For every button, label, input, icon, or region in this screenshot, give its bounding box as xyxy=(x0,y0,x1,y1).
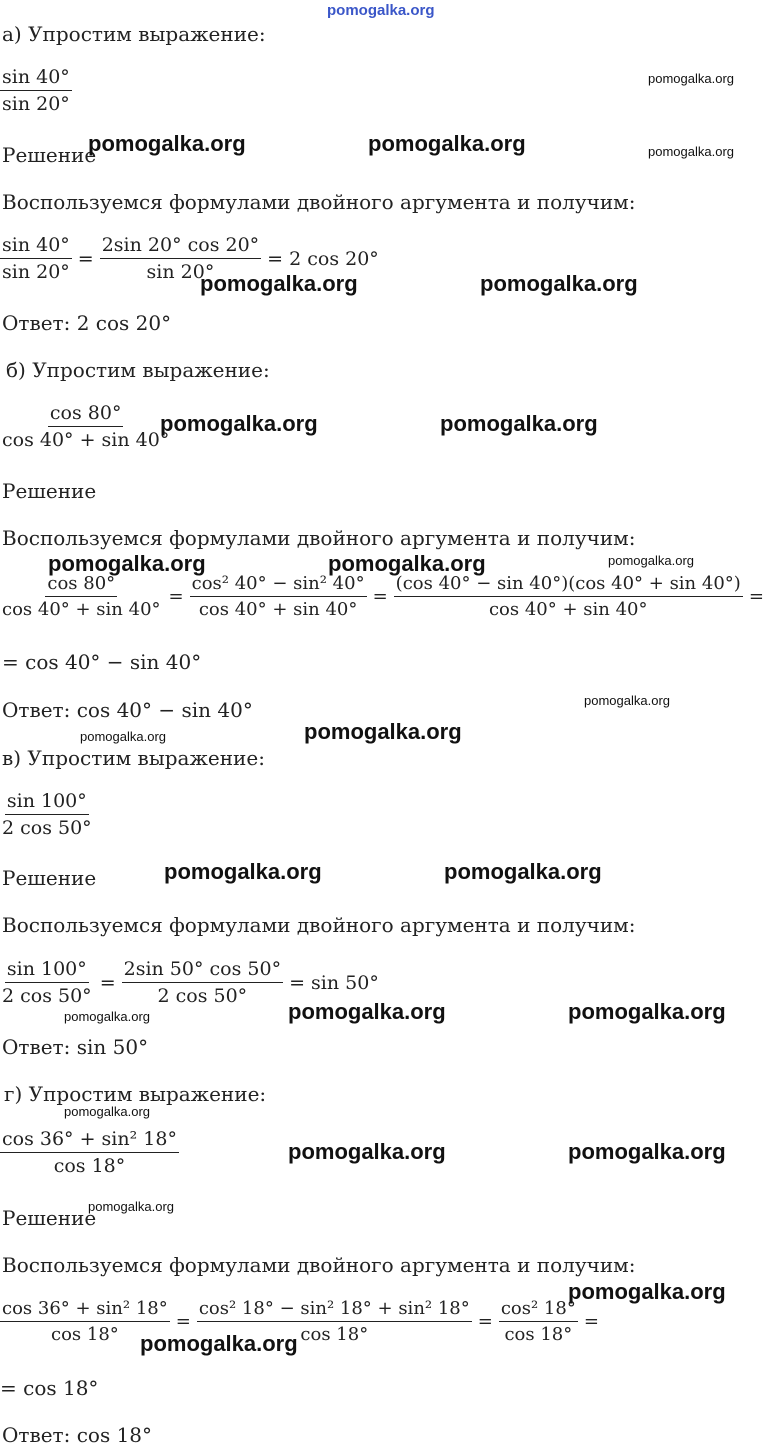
fraction-denominator: cos 40° + sin 40° xyxy=(2,429,170,451)
fraction-numerator: 2sin 50° cos 50° xyxy=(122,958,283,983)
fraction-numerator: 2sin 20° cos 20° xyxy=(100,234,261,259)
equation-result: = sin 50° xyxy=(289,971,379,994)
fraction-denominator: cos 40° + sin 40° xyxy=(198,599,358,620)
fraction-denominator: sin 20° xyxy=(2,93,70,115)
watermark: pomogalka.org xyxy=(568,1279,726,1304)
watermark: pomogalka.org xyxy=(80,729,166,744)
watermark: pomogalka.org xyxy=(164,859,322,884)
part-b-continuation: = cos 40° − sin 40° xyxy=(2,650,202,674)
fraction-denominator: sin 20° xyxy=(146,261,215,283)
fraction-numerator: cos² 40° − sin² 40° xyxy=(190,573,367,597)
part-b-heading: б) Упростим выражение: xyxy=(6,358,270,382)
watermark: pomogalka.org xyxy=(648,71,734,86)
part-a-method-text: Воспользуемся формулами двойного аргумента и получим: xyxy=(2,190,636,214)
watermark: pomogalka.org xyxy=(440,411,598,436)
fraction-denominator: 2 cos 50° xyxy=(2,817,92,839)
part-d-equation xyxy=(0,1298,601,1345)
watermark: pomogalka.org xyxy=(88,1199,174,1214)
part-d-expression xyxy=(0,1128,179,1177)
fraction-numerator: cos 80° xyxy=(48,402,124,427)
part-c-solution-label: Решение xyxy=(2,866,97,890)
watermark: pomogalka.org xyxy=(288,1139,446,1164)
fraction-denominator: 2 cos 50° xyxy=(157,985,248,1007)
watermark: pomogalka.org xyxy=(648,144,734,159)
part-d-method-text: Воспользуемся формулами двойного аргумента и получим: xyxy=(2,1253,636,1277)
part-a-expression xyxy=(0,66,72,115)
watermark: pomogalka.org xyxy=(480,271,638,296)
equation-result: = 2 cos 20° xyxy=(267,247,379,270)
watermark: pomogalka.org xyxy=(288,999,446,1024)
fraction-numerator: sin 40° xyxy=(0,66,72,91)
part-d-answer: Ответ: cos 18° xyxy=(2,1423,153,1447)
fraction-numerator: cos 36° + sin² 18° xyxy=(0,1128,179,1153)
watermark: pomogalka.org xyxy=(48,551,206,576)
fraction-numerator: (cos 40° − sin 40°)(cos 40° + sin 40°) xyxy=(394,573,743,597)
equals-sign: = xyxy=(748,586,764,607)
equals-sign: = xyxy=(77,247,94,270)
watermark: pomogalka.org xyxy=(328,551,486,576)
equals-sign: = xyxy=(168,586,184,607)
watermark: pomogalka.org xyxy=(88,131,246,156)
equals-sign: = xyxy=(372,586,388,607)
watermark: pomogalka.org xyxy=(584,693,670,708)
part-d-heading: г) Упростим выражение: xyxy=(4,1082,267,1106)
part-a-solution-label: Решение xyxy=(2,143,97,167)
watermark: pomogalka.org xyxy=(304,719,462,744)
watermark: pomogalka.org xyxy=(608,553,694,568)
part-a-answer: Ответ: 2 cos 20° xyxy=(2,311,172,335)
part-b-equation xyxy=(0,573,766,620)
part-a-heading: а) Упростим выражение: xyxy=(2,22,266,46)
part-d-solution-label: Решение xyxy=(2,1206,97,1230)
fraction-denominator: cos 18° xyxy=(50,1324,119,1345)
watermark: pomogalka.org xyxy=(368,131,526,156)
watermark: pomogalka.org xyxy=(568,1139,726,1164)
part-d-continuation: = cos 18° xyxy=(0,1376,99,1400)
fraction-denominator: cos 18° xyxy=(504,1324,573,1345)
fraction-numerator: sin 40° xyxy=(0,234,72,259)
watermark: pomogalka.org xyxy=(444,859,602,884)
part-c-heading: в) Упростим выражение: xyxy=(2,746,265,770)
part-b-expression xyxy=(0,402,171,451)
watermark: pomogalka.org xyxy=(64,1104,150,1119)
watermark: pomogalka.org xyxy=(160,411,318,436)
fraction-denominator: sin 20° xyxy=(2,261,70,283)
part-c-expression xyxy=(0,790,94,839)
watermark: pomogalka.org xyxy=(568,999,726,1024)
fraction-denominator: cos 18° xyxy=(300,1324,369,1345)
fraction-denominator: cos 40° + sin 40° xyxy=(2,599,161,620)
fraction-denominator: cos 18° xyxy=(53,1155,126,1177)
watermark: pomogalka.org xyxy=(64,1009,150,1024)
fraction-numerator: sin 100° xyxy=(5,790,89,815)
fraction-numerator: sin 100° xyxy=(5,958,89,983)
watermark: pomogalka.org xyxy=(140,1331,298,1356)
part-b-solution-label: Решение xyxy=(2,479,97,503)
part-b-method-text: Воспользуемся формулами двойного аргумента и получим: xyxy=(2,526,636,550)
fraction-denominator: cos 40° + sin 40° xyxy=(488,599,648,620)
part-c-method-text: Воспользуемся формулами двойного аргумента и получим: xyxy=(2,913,636,937)
fraction-numerator: cos² 18° xyxy=(499,1298,578,1322)
fraction-numerator: cos² 18° − sin² 18° + sin² 18° xyxy=(197,1298,472,1322)
fraction-numerator: cos 36° + sin² 18° xyxy=(0,1298,170,1322)
equals-sign: = xyxy=(99,971,116,994)
fraction-denominator: 2 cos 50° xyxy=(2,985,92,1007)
equals-sign: = xyxy=(175,1311,191,1332)
site-watermark[interactable]: pomogalka.org xyxy=(327,2,435,19)
part-b-answer: Ответ: cos 40° − sin 40° xyxy=(2,698,253,722)
watermark: pomogalka.org xyxy=(200,271,358,296)
fraction-numerator: cos 80° xyxy=(45,573,117,597)
equals-sign: = xyxy=(477,1311,493,1332)
part-c-answer: Ответ: sin 50° xyxy=(2,1035,149,1059)
equals-sign: = xyxy=(583,1311,599,1332)
